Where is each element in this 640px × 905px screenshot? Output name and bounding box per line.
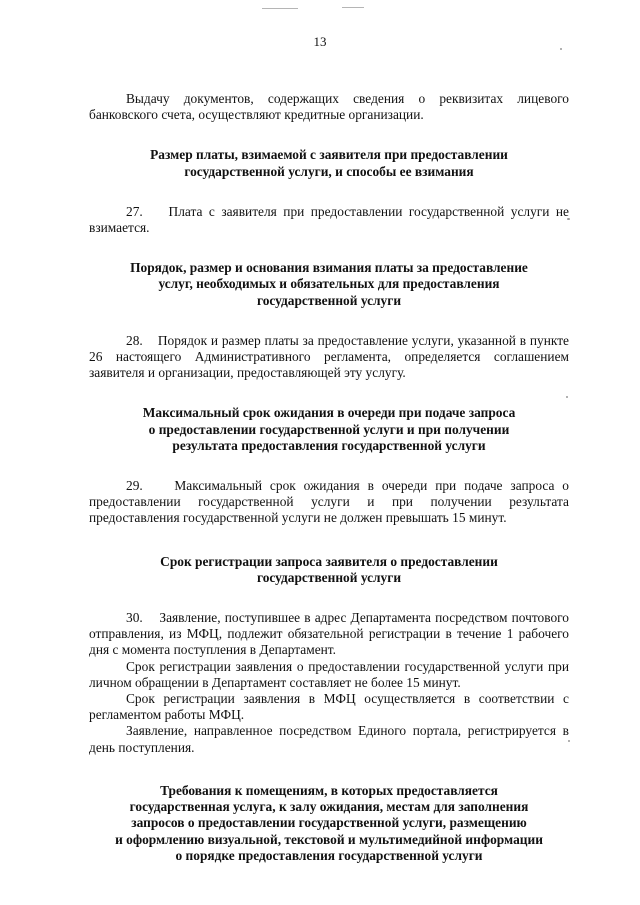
section-heading-premises bbox=[89, 783, 569, 864]
heading-line: государственная услуга, к залу ожидания, местам для заполнения bbox=[129, 799, 529, 815]
paragraph-28: 28. Порядок и размер платы за предоставление услуги, указанной в пункте 26 настоящего Административного регламента, определяется соглашением заявителя и организации, предоставляющей эту услугу. bbox=[89, 332, 569, 381]
heading-line: о порядке предоставления государственной услуги bbox=[175, 847, 483, 863]
scan-artifact-top-left bbox=[262, 8, 298, 9]
paragraph-30-mfc: Срок регистрации заявления в МФЦ осуществляется в соответствии с регламентом работы МФЦ. bbox=[89, 691, 569, 723]
page-number: 13 bbox=[313, 34, 327, 49]
heading-line: результата предоставления государственной услуги bbox=[172, 437, 486, 453]
heading-line: Максимальный срок ожидания в очереди при подаче запроса bbox=[142, 405, 516, 421]
section-heading-waiting-time bbox=[89, 405, 569, 454]
paragraph-27: 27. Плата с заявителя при предоставлении государственной услуги не взимается. bbox=[89, 203, 569, 236]
scan-artifact-top-right bbox=[342, 7, 364, 8]
section-heading-fee-order bbox=[89, 260, 569, 309]
heading-line: Требования к помещениям, в которых предоставляется bbox=[160, 782, 498, 798]
heading-line: Порядок, размер и основания взимания платы за предоставление bbox=[130, 260, 528, 276]
heading-line: услуг, необходимых и обязательных для предоставления bbox=[158, 276, 500, 292]
paragraph-29: 29. Максимальный срок ожидания в очереди при подаче запроса о предоставлении государственной услуги и при получении результата предоставления государственной услуги не должен превышать 15 минут. bbox=[89, 478, 569, 526]
heading-line: государственной услуги bbox=[256, 292, 402, 308]
heading-line: Срок регистрации запроса заявителя о предоставлении bbox=[160, 553, 498, 569]
heading-line: и оформлению визуальной, текстовой и мультимедийной информации bbox=[115, 831, 543, 847]
heading-line: запросов о предоставлении государственной услуги, размещению bbox=[131, 815, 527, 831]
paragraph-30-portal: Заявление, направленное посредством Единого портала, регистрируется в день поступления. bbox=[89, 723, 569, 755]
heading-line: государственной услуги bbox=[256, 569, 402, 585]
heading-line: Размер платы, взимаемой с заявителя при предоставлении bbox=[150, 147, 508, 163]
section-heading-registration bbox=[89, 554, 569, 586]
paragraph-30: 30. Заявление, поступившее в адрес Департамента посредством почтового отправления, из МФЦ, подлежит обязательной регистрации в течение 1 рабочего дня с момента поступления в Департамент. bbox=[89, 610, 569, 658]
section-heading-fee bbox=[89, 147, 569, 179]
intro-paragraph: Выдачу документов, содержащих сведения о реквизитах лицевого банковского счета, осуществляют кредитные организации. bbox=[89, 91, 569, 123]
document-body bbox=[89, 91, 569, 864]
paragraph-30-personal-visit: Срок регистрации заявления о предоставлении государственной услуги при личном обращении в Департамент составляет не более 15 минут. bbox=[89, 658, 569, 690]
heading-line: о предоставлении государственной услуги и при получении bbox=[148, 421, 510, 437]
heading-line: государственной услуги, и способы ее взимания bbox=[184, 163, 474, 179]
